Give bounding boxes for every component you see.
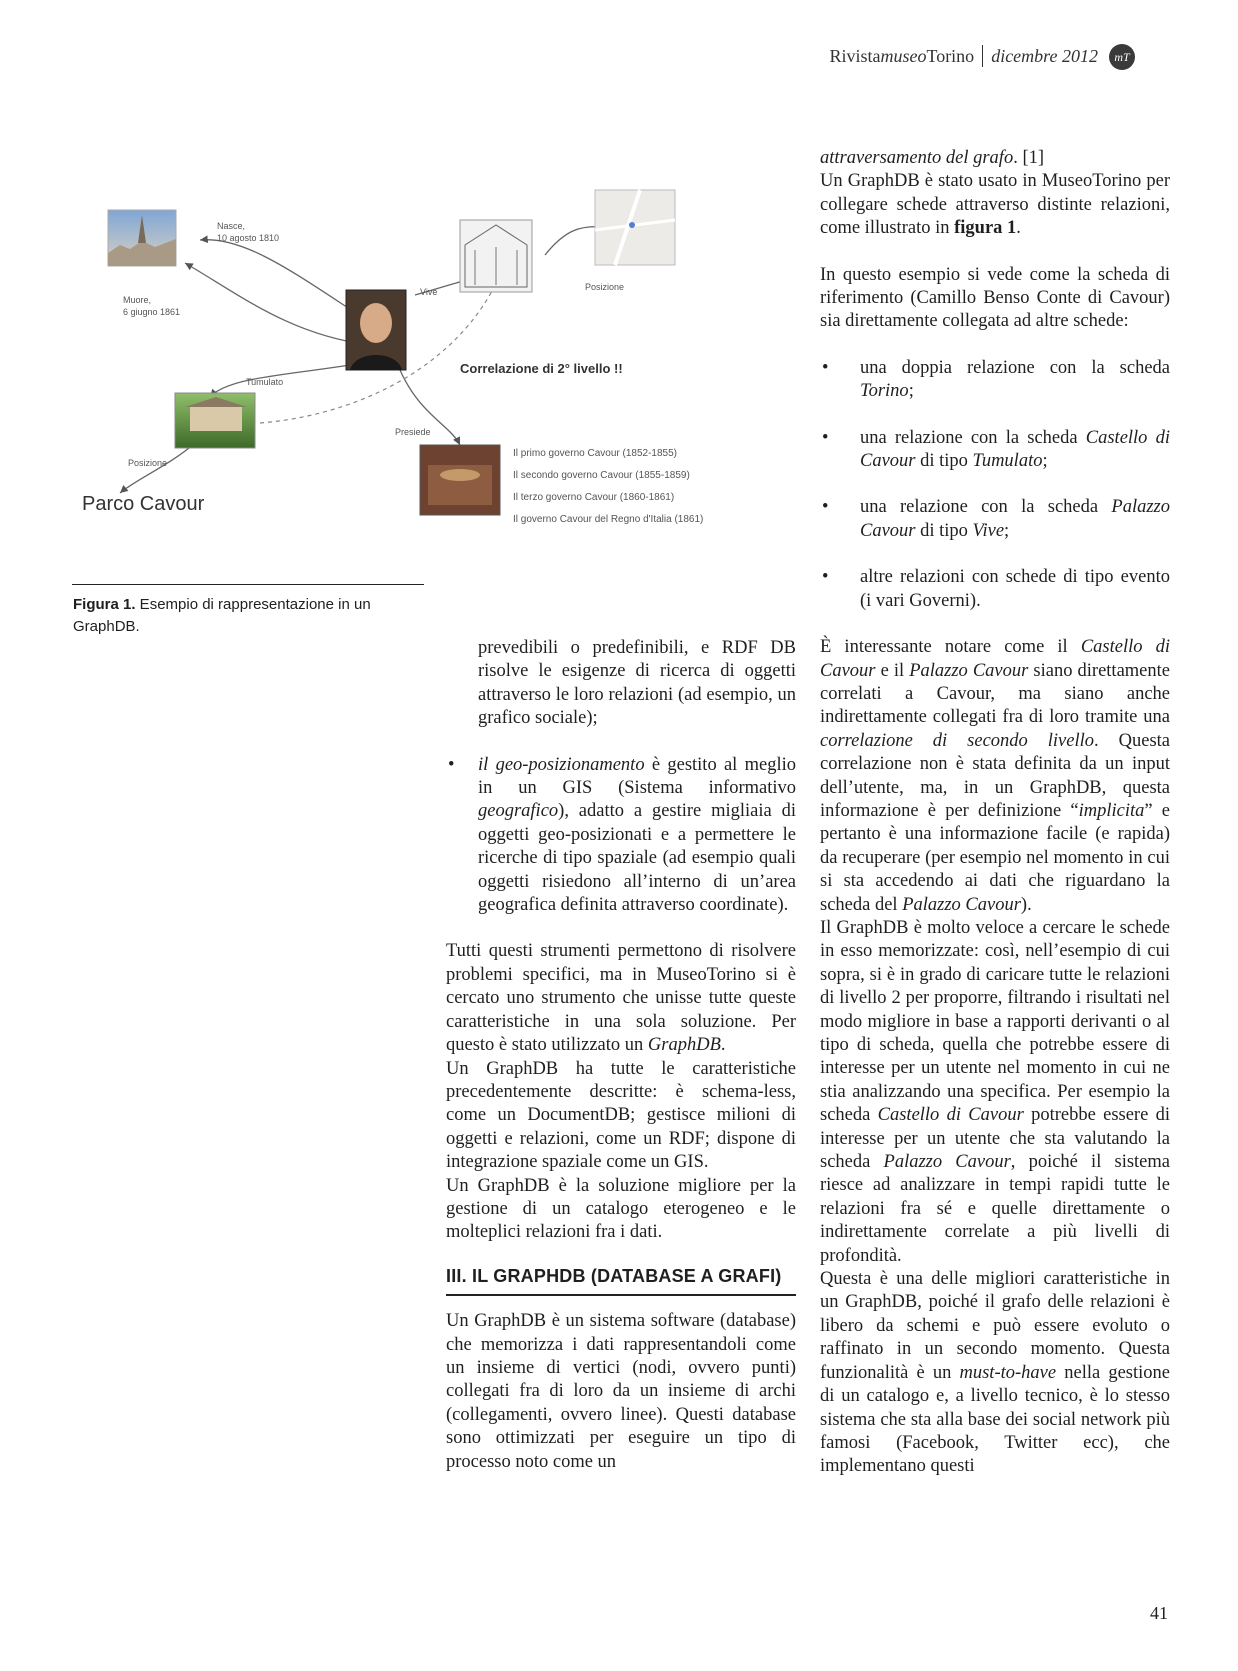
header-separator (982, 45, 983, 67)
col2-paragraph-3: Tutti questi strumenti permettono di risolvere problemi specifici, ma in MuseoTorino si è cercato uno strumento che unisse tutte queste caratteristiche in una sola soluzione. Per questo è stato utilizzato un GraphDB. (446, 941, 796, 1056)
caption-label: Figura 1. (73, 596, 136, 613)
col3-bullet-1: • una doppia relazione con la scheda Torino; (820, 357, 1170, 404)
label-nasce: Nasce, (217, 221, 246, 231)
page-number: 41 (1150, 1603, 1168, 1623)
label-muore-date: 6 giugno 1861 (123, 307, 181, 317)
caption-rule (72, 584, 424, 585)
col3-paragraph-6: Questa è una delle migliori caratteristiche in un GraphDB, poiché il grafo delle relazioni è libero da schemi e può essere evoluto o raffinato in un secondo momento. Questa funzionalità è un must-to-have nella gestione di un catalogo e, a livello tecnico, è lo stesso sistema che sta alla base dei social network più famosi (Facebook, Twitter ecc), che implementano questi (820, 1269, 1170, 1477)
label-posizione-bottom: Posizione (128, 458, 168, 468)
header-brand: Torino (926, 45, 975, 66)
running-header (829, 45, 1098, 67)
node-cavour (346, 290, 406, 370)
header-brand-italic: museo (880, 45, 927, 66)
node-mappa (595, 190, 675, 265)
col2-paragraph-1: prevedibili o predefinibili, e RDF DB risolve le esigenze di ricerca di oggetti attraverso le loro relazioni (ad esempio, un grafico sociale); (478, 638, 796, 729)
museotorino-logo-icon: mT (1109, 44, 1135, 70)
col3-paragraph-3: In questo esempio si vede come la scheda di riferimento (Camillo Benso Conte di Cavour) sia direttamente collegata ad altre schede: (820, 264, 1170, 332)
figure-caption (73, 594, 423, 638)
edge-posizione-bottom (120, 443, 195, 493)
header-issue: dicembre 2012 (991, 45, 1098, 66)
col3-paragraph-4: È interessante notare come il Castello di Cavour e il Palazzo Cavour siano direttamente correlati a Cavour, ma siano anche indirettamente collegati fra di loro tramite una correlazione di secondo livello. Questa correlazione non è stata definita da un input dell’utente, ma, in un GraphDB, questa informazione è per definizione “implicita” e pertanto è una informazione facile (e rapida) da recuperare (per esempio nel momento in cui si sta accedendo ai dati che riguardano la scheda del Palazzo Cavour). (820, 637, 1170, 915)
figure-graph (60, 175, 800, 555)
col2-paragraph-5: Un GraphDB è la soluzione migliore per la gestione di un catalogo eterogeneo e le molteplici relazioni fra i dati. (446, 1175, 796, 1243)
column-right (820, 147, 1170, 1479)
col3-paragraph-2: Un GraphDB è stato usato in MuseoTorino per collegare schede attraverso distinte relazioni, come illustrato in figura 1. (820, 171, 1170, 239)
caption-text: Esempio di rappresentazione in un GraphDB. (73, 596, 371, 635)
col3-bullet-4: • altre relazioni con schede di tipo evento (i vari Governi). (820, 566, 1170, 613)
node-governi (420, 445, 500, 515)
label-tumulato: Tumulato (246, 377, 284, 387)
governi-item-4: Il governo Cavour del Regno d'Italia (1861) (513, 514, 704, 525)
label-vive: Vive (420, 287, 438, 297)
col3-paragraph-1: attraversamento del grafo. [1] (820, 148, 1045, 168)
node-torino (108, 210, 176, 266)
column-middle (446, 637, 796, 1474)
governi-item-1: Il primo governo Cavour (1852-1855) (513, 448, 677, 459)
section-title: III. IL GRAPHDB (DATABASE A GRAFI) (446, 1265, 796, 1296)
label-muore: Muore, (123, 295, 152, 305)
label-posizione-top: Posizione (585, 282, 625, 292)
col2-paragraph-4: Un GraphDB ha tutte le caratteristiche precedentemente descritte: è schema-less, come un DocumentDB; gestisce milioni di oggetti e relazioni, come un RDF; dispone di integrazione spaziale come un GIS. (446, 1058, 796, 1173)
label-parco: Parco Cavour (82, 493, 205, 515)
label-presiede: Presiede (395, 427, 431, 437)
label-nasce-date: 10 agosto 1810 (217, 233, 280, 243)
governi-item-3: Il terzo governo Cavour (1860-1861) (513, 492, 675, 503)
node-castello (175, 393, 255, 448)
col2-bullet-geo: • il geo-posizionamento è gestito al meglio in un GIS (Sistema informativo geografico), adatto a gestire migliaia di oggetti geo-posizionati e a permettere le ricerche di tipo spaziale (ad esempio quali oggetti risiedono all’interno di un’area geografica definita attraverso coordinate). (446, 754, 796, 918)
header-prefix: Rivista (829, 45, 881, 66)
node-palazzo (460, 220, 532, 292)
col3-bullet-2: • una relazione con la scheda Castello di Cavour di tipo Tumulato; (820, 427, 1170, 474)
col2-paragraph-6: Un GraphDB è un sistema software (database) che memorizza i dati rappresentandoli come un insieme di vertici (nodi, ovvero punti) collegati fra di loro da un insieme di archi (collegamenti, ovvero linee). Questi database sono ottimizzati per eseguire un tipo di processo noto come un (446, 1311, 796, 1472)
col3-paragraph-5: Il GraphDB è molto veloce a cercare le schede in esso memorizzate: così, nell’esempio di cui sopra, si è in grado di caricare tutte le relazioni di livello 2 per proporre, filtrando i risultati nel modo migliore in base a rapporti derivanti o al tipo di scheda, quella che potrebbe essere di interesse per un utente nel momento in cui ne stia analizzando una specifica. Per esempio la scheda Castello di Cavour potrebbe essere di interesse per un utente che sta valutando la scheda Palazzo Cavour, poiché il sistema riesce ad analizzare in tempi rapidi tutte le relazioni fra sé e quelle direttamente o indirettamente correlate a più livelli di profondità. (820, 917, 1170, 1266)
graph-diagram (60, 175, 800, 555)
col3-bullet-3: • una relazione con la scheda Palazzo Cavour di tipo Vive; (820, 496, 1170, 543)
label-correlazione: Correlazione di 2° livello !! (460, 361, 623, 376)
governi-item-2: Il secondo governo Cavour (1855-1859) (513, 470, 690, 481)
